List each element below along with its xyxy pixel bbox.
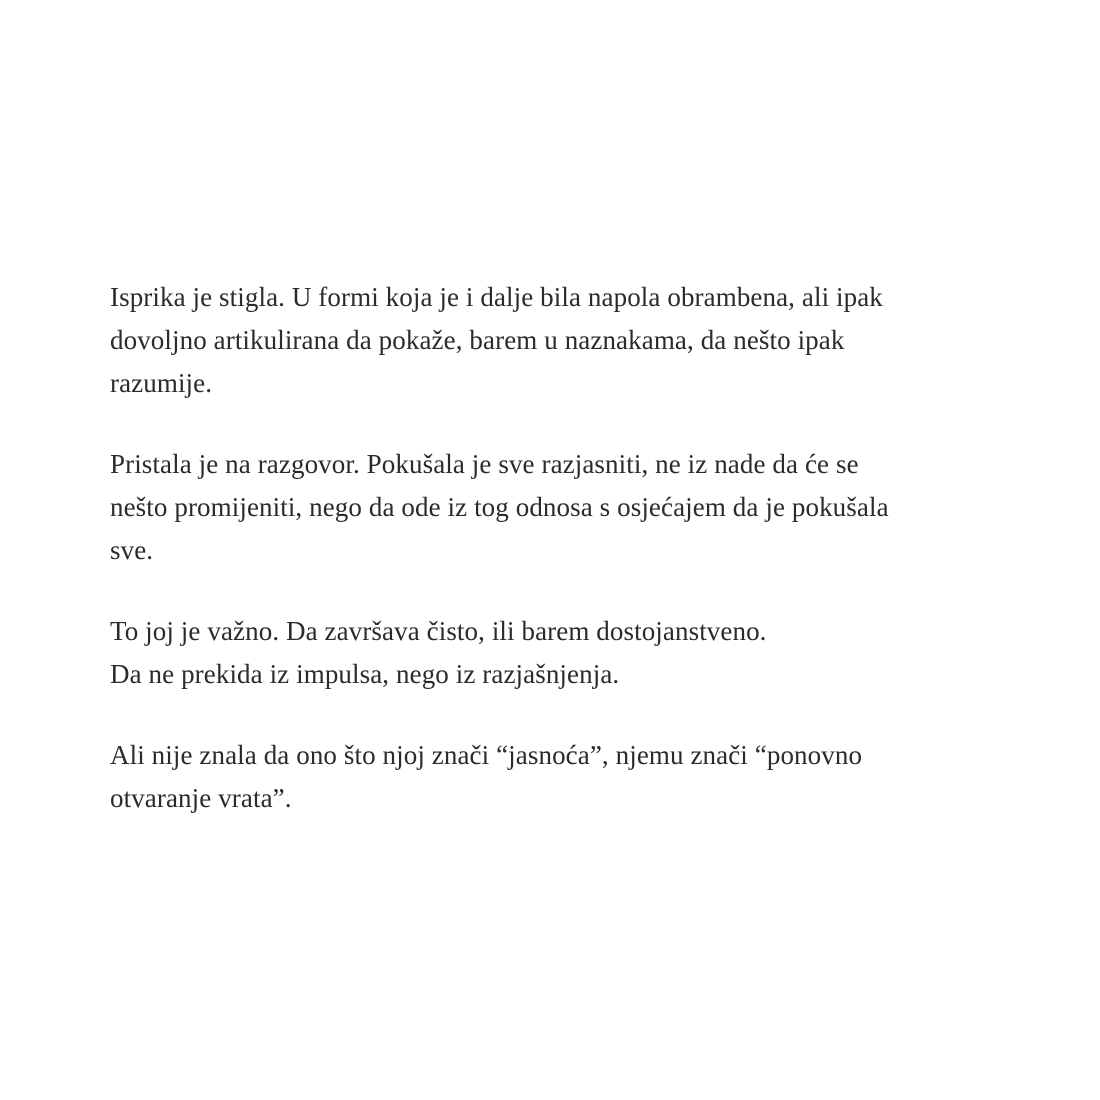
paragraph-apology: Isprika je stigla. U formi koja je i dalje bila napola obrambena, ali ipak dovoljno artikulirana da pokaže, barem u naznakama, da nešto ipak razumije. xyxy=(110,282,883,398)
paragraph-dignity: To joj je važno. Da završava čisto, ili barem dostojanstveno. Da ne prekida iz impulsa, nego iz razjašnjenja. xyxy=(110,616,767,689)
paragraph-conversation: Pristala je na razgovor. Pokušala je sve razjasniti, ne iz nade da će se nešto promijeniti, nego da ode iz tog odnosa s osjećajem da je pokušala sve. xyxy=(110,449,889,565)
text-block xyxy=(110,276,1010,820)
paragraph-clarity: Ali nije znala da ono što njoj znači “jasnoća”, njemu znači “ponovno otvaranje vrata”. xyxy=(110,740,863,813)
